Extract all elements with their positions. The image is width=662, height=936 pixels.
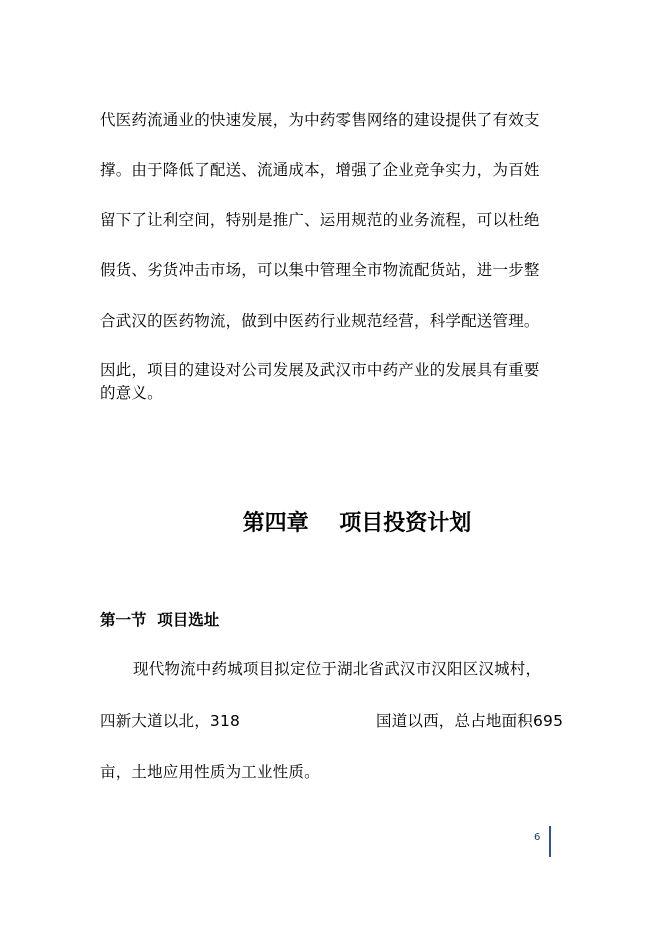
section-line-2	[0, 711, 662, 731]
section-line-3: 亩，土地应用性质为工业性质。	[100, 763, 320, 781]
page-number: 6	[534, 832, 541, 843]
body-line-4: 假货、劣货冲击市场，可以集中管理全市物流配货站，进一步整	[100, 261, 540, 279]
body-line-6: 因此，项目的建设对公司发展及武汉市中药产业的发展具有重要	[100, 361, 540, 379]
body-line-5: 合武汉的医药物流，做到中医药行业规范经营，科学配送管理。	[100, 312, 540, 330]
body-line-7: 的意义。	[100, 384, 163, 402]
section-line-2-part-2: 国道以西，总占地面积695	[376, 712, 564, 730]
section-line-2-part-1: 四新大道以北，318	[100, 712, 241, 730]
chapter-title: 第四章 项目投资计划	[242, 510, 472, 536]
section-line-1: 现代物流中药城项目拟定位于湖北省武汉市汉阳区汉城村，	[133, 660, 542, 678]
page-number-rule	[549, 826, 551, 857]
section-title: 第一节 项目选址	[100, 611, 220, 629]
body-line-1: 代医药流通业的快速发展，为中药零售网络的建设提供了有效支	[100, 111, 540, 129]
body-line-2: 撑。由于降低了配送、流通成本，增强了企业竞争实力，为百姓	[100, 161, 540, 179]
body-line-3: 留下了让利空间，特别是推广、运用规范的业务流程，可以杜绝	[100, 211, 540, 229]
